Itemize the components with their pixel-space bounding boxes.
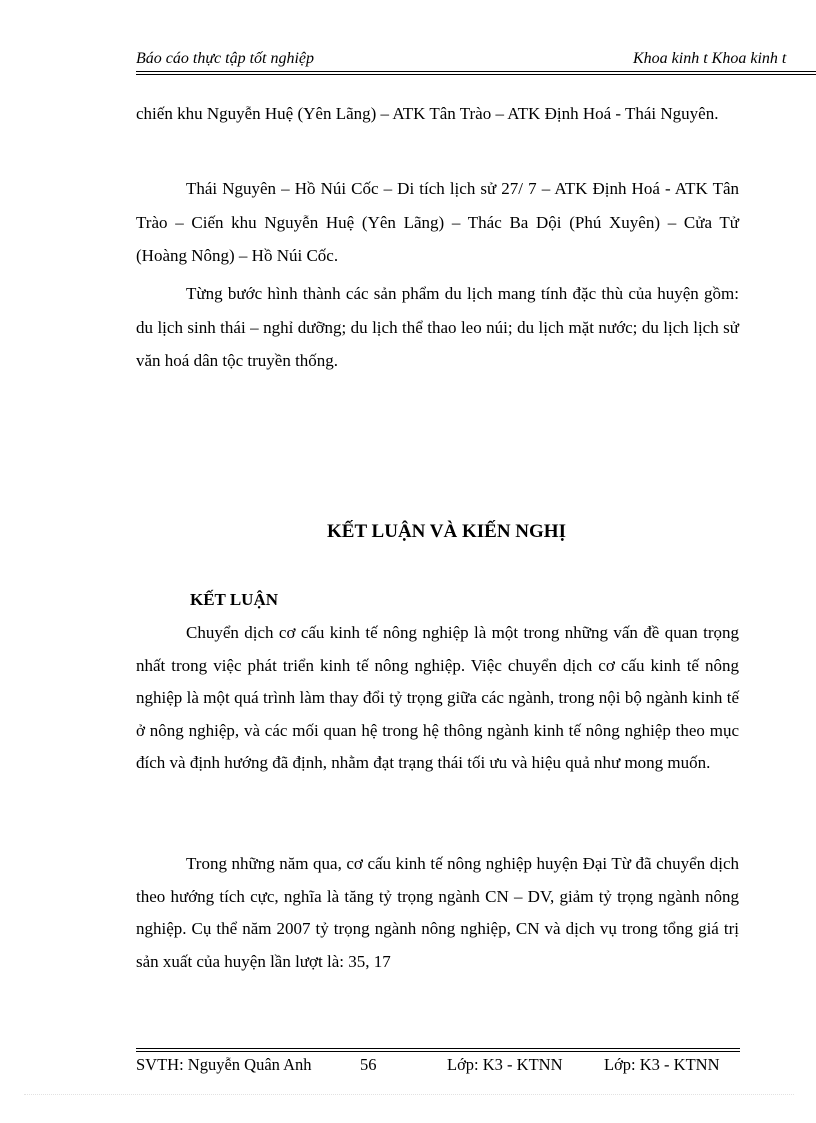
page-header: [136, 50, 816, 72]
header-report-title: Báo cáo thực tập tốt nghiệp: [136, 50, 315, 67]
footer-student-name: SVTH: Nguyễn Quân Anh: [136, 1055, 312, 1074]
footer-divider: [136, 1048, 740, 1049]
header-divider-secondary: [136, 74, 816, 75]
footer-divider-secondary: [136, 1051, 740, 1052]
footer-class-duplicate: Lớp: K3 - KTNN: [604, 1055, 720, 1074]
page-number: 56: [360, 1055, 377, 1074]
footer-class: Lớp: K3 - KTNN: [447, 1055, 563, 1074]
paragraph-structural-shift-definition: Chuyển dịch cơ cấu kinh tế nông nghiệp là một trong những vấn đề quan trọng nhất trong việc phát triển kinh tế nông nghiệp. Việc chuyển dịch cơ cấu kinh tế nông nghiệp là một quá trình làm thay đổi tỷ trọng giữa các ngành, trong nội bộ ngành kinh tế ở nông nghiệp, và các mối quan hệ trong hệ thông ngành kinh tế nông nghiệp theo mục đích và định hướng đã định, nhằm đạt trạng thái tối ưu và hiệu quả như mong muốn.: [136, 623, 739, 773]
paragraph-tour-route-continued: chiến khu Nguyễn Huệ (Yên Lãng) – ATK Tân Trào – ATK Định Hoá - Thái Nguyên.: [136, 104, 719, 123]
subsection-heading-conclusion: KẾT LUẬN: [190, 590, 279, 609]
page-bottom-border: [24, 1094, 794, 1095]
header-divider: [136, 71, 816, 72]
paragraph-tourism-products: Từng bước hình thành các sản phẩm du lịch mang tính đặc thù của huyện gồm: du lịch sinh thái – nghỉ dưỡng; du lịch thể thao leo núi; du lịch mặt nước; du lịch lịch sử văn hoá dân tộc truyền thống.: [136, 284, 739, 370]
header-faculty: Khoa kinh t Khoa kinh t: [633, 50, 787, 67]
paragraph-dai-tu-shift: Trong những năm qua, cơ cấu kinh tế nông nghiệp huyện Đại Từ đã chuyển dịch theo hướng tích cực, nghĩa là tăng tỷ trọng ngành CN – DV, giảm tỷ trọng ngành nông nghiệp. Cụ thể năm 2007 tỷ trọng ngành nông nghiệp, CN và dịch vụ trong tổng giá trị sản xuất của huyện lần lượt là: 35, 17: [136, 854, 739, 971]
section-heading-conclusion-recommendation: KẾT LUẬN VÀ KIẾN NGHỊ: [327, 521, 566, 542]
paragraph-tour-route: Thái Nguyên – Hồ Núi Cốc – Di tích lịch sử 27/ 7 – ATK Định Hoá - ATK Tân Trào – Ciến khu Nguyễn Huệ (Yên Lãng) – Thác Ba Dội (Phú Xuyên) – Cửa Tử (Hoàng Nông) – Hồ Núi Cốc.: [136, 179, 739, 265]
